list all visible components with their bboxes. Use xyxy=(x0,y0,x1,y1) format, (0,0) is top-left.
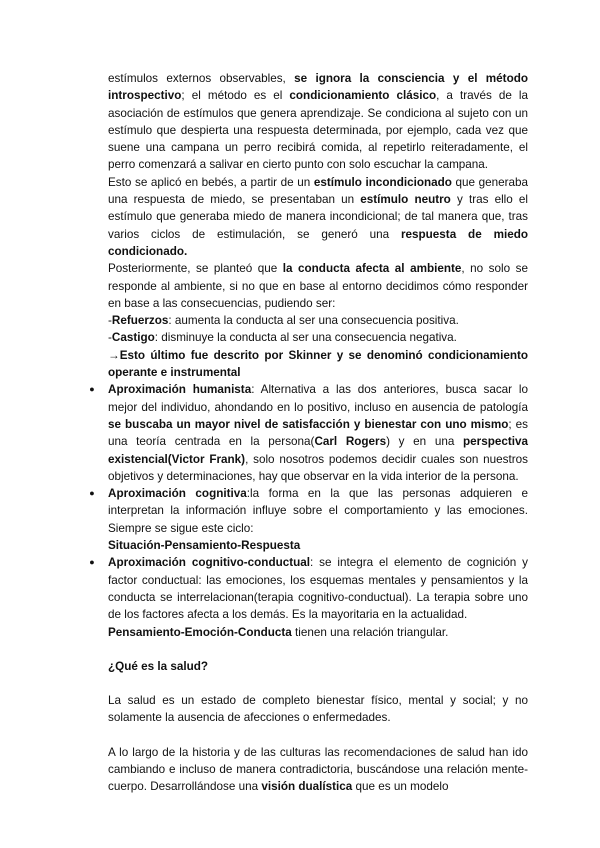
bold-text: Situación-Pensamiento-Respuesta xyxy=(108,539,301,553)
bold-text: perspectiva existencial(Victor Frank) xyxy=(108,435,528,466)
paragraph-conductismo xyxy=(108,70,528,174)
bold-text: Aproximación cognitivo-conductual xyxy=(108,556,310,570)
paragraph-bebes xyxy=(108,174,528,260)
bold-text: →Esto último fue descrito por Skinner y se denominó condicionamiento operante e instrumental xyxy=(108,348,528,380)
text: , no solo se responde al ambiente, si no que en base al entorno decidimos cómo responder en base a las consecuencias, pudiendo ser: xyxy=(108,262,528,310)
bold-text: respuesta de miedo condicionado. xyxy=(108,227,528,258)
text: :la forma en la que las personas adquieren e interpretan la información influye sobre el comportamiento y las emociones. Siempre se sigue este ciclo: xyxy=(108,487,528,535)
text: ) y en una xyxy=(386,435,464,449)
text: : Alternativa a las dos anteriores, busca sacar lo mejor del individuo, ahondando en lo positivo, incluso en ausencia de patología xyxy=(108,383,528,414)
bold-text: Aproximación humanista xyxy=(108,383,252,397)
text: : disminuye la conducta al ser una consecuencia negativa. xyxy=(154,331,457,345)
text: , solo nosotros podemos decidir cuales son nuestros objetivos y determinaciones, hay que observar en la vida interior de la persona. xyxy=(108,452,528,483)
dash: - xyxy=(108,314,112,328)
paragraph-salud-definition: La salud es un estado de completo bienestar físico, mental y social; y no solamente la ausencia de afecciones o enfermedades. xyxy=(108,694,528,725)
bold-text: se ignora la consciencia y el método introspectivo xyxy=(108,72,528,103)
bold-text: estímulo incondicionado xyxy=(313,175,452,189)
document-page xyxy=(89,70,529,796)
text: A lo largo de la historia y de las culturas las recomendaciones de salud han ido cambiando e incluso de manera contradictoria, buscándose una relación mente-cuerpo. Desarrollándose una xyxy=(108,745,528,794)
text: : se integra el elemento de cognición y factor conductual: las emociones, los esquemas mentales y pensamientos y la conducta se interrelacionan(terapia cognitivo-conductual). La terapia sobre uno de los factores afecta a los demás. Es la mayoritaria en la actualidad. xyxy=(108,556,528,622)
bullet-icon: ● xyxy=(89,488,95,499)
line-castigo xyxy=(108,329,528,346)
text: Esto se aplicó en bebés, a partir de un xyxy=(108,175,314,189)
bold-text: condicionamiento clásico xyxy=(289,89,437,103)
text: y tras ello el estímulo que generaba miedo de manera incondicional; de tal manera que, tras varios ciclos de estimulación, se generó una xyxy=(108,193,529,241)
bold-text: Carl Rogers xyxy=(314,435,387,449)
bold-text: estímulo neutro xyxy=(360,193,451,207)
text: , a través de la asociación de estímulos que genera aprendizaje. Se condiciona al sujeto con un estímulo que despierta una respuesta determinada, por ejemplo, cada vez que suene una campana un perro recibirá comida, al repetirlo reiteradamente, el perro comenzará a salivar en cierto punto con solo escuchar la campana. xyxy=(108,89,528,172)
paragraph-posteriormente xyxy=(108,260,528,312)
bullet-icon: ● xyxy=(89,384,95,395)
dash: - xyxy=(108,331,112,345)
line-skinner xyxy=(108,347,528,382)
bullet-humanista xyxy=(89,381,528,485)
text: estímulos externos observables, xyxy=(108,72,295,85)
bold-text: Castigo xyxy=(111,331,155,345)
text: ; el método es el xyxy=(181,89,290,103)
bold-text: Pensamiento-Emoción-Conducta xyxy=(108,625,292,639)
text: tienen una relación triangular. xyxy=(291,625,449,639)
bullet-icon: ● xyxy=(89,557,95,568)
text: Posteriormente, se planteó que xyxy=(108,262,283,276)
text: que generaba una respuesta de miedo, se presentaban un xyxy=(108,175,528,207)
text: : aumenta la conducta al ser una consecuencia positiva. xyxy=(168,314,459,328)
bold-text: visión dualística xyxy=(261,780,353,794)
bullet-cognitivo-conductual xyxy=(89,554,528,640)
bold-text: se buscaba un mayor nivel de satisfacción y bienestar con uno mismo xyxy=(108,417,509,431)
text: ; es una teoría centrada en la persona( xyxy=(108,417,528,449)
bold-text: Aproximación cognitiva xyxy=(108,487,247,501)
section-heading: ¿Qué es la salud? xyxy=(108,659,209,673)
bold-text: la conducta afecta al ambiente xyxy=(282,262,462,276)
bold-text: Refuerzos xyxy=(111,314,169,328)
bullet-cognitiva xyxy=(89,485,528,554)
paragraph-salud-history xyxy=(108,744,528,796)
text: que es un modelo xyxy=(352,780,449,794)
line-refuerzos xyxy=(108,312,528,329)
